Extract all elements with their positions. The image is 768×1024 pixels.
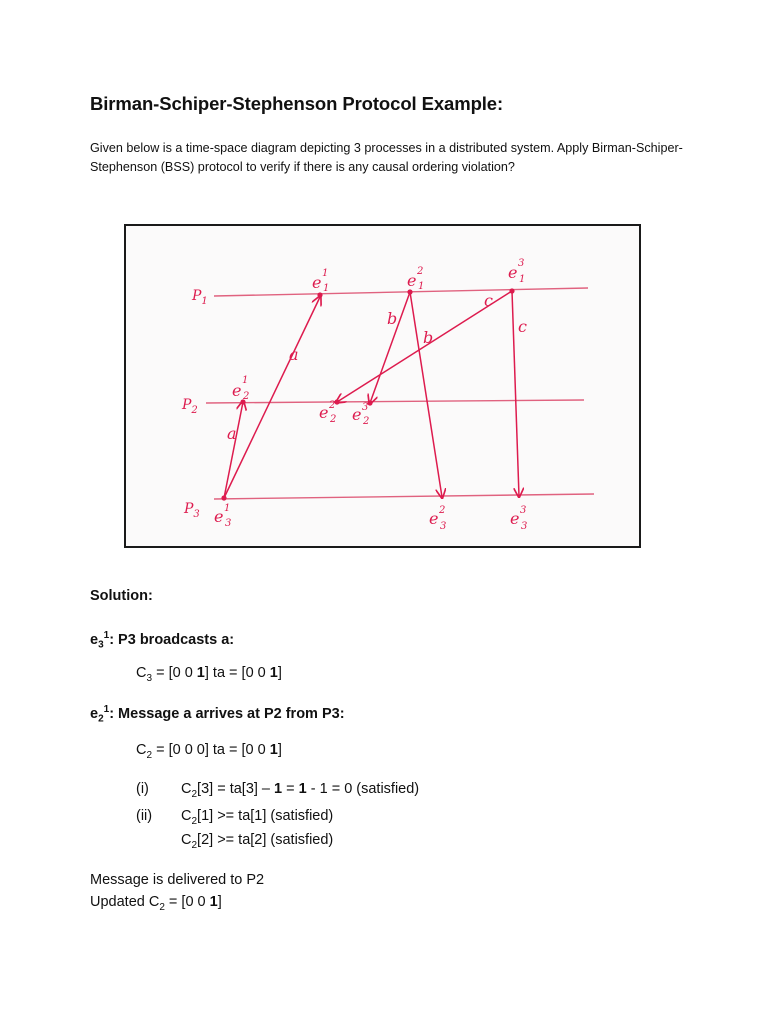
- check-condition-2: $C_2[1] >= ta[1]$ (satisfied): [181, 808, 334, 827]
- event-label-e31: [508, 258, 525, 285]
- svg-text:e: e: [232, 381, 242, 400]
- svg-text:2: 2: [330, 414, 337, 425]
- page-title: Birman-Schiper-Stephenson Protocol Example:: [90, 93, 504, 114]
- delivered-line: Message is delivered to P2: [90, 872, 265, 888]
- process-line-p2: [206, 400, 584, 403]
- message-label-c: c: [484, 291, 493, 310]
- process-label-p2: $P_2$: [182, 397, 198, 416]
- check-number: (i): [136, 781, 149, 797]
- svg-text:3: 3: [520, 505, 527, 516]
- step1-vector-line: $C_3 = [0$ 0 1] ta = [0 0 1]: [136, 665, 282, 684]
- event-label-e11: [312, 268, 329, 294]
- event-dot: [221, 495, 226, 500]
- step2-vector-line: $C_2 = [0$ 0 0] ta = [0 0 1]: [136, 742, 282, 761]
- message-label-c: c: [518, 317, 527, 336]
- svg-text:1: 1: [242, 375, 249, 386]
- process-line-p3: [214, 494, 594, 499]
- svg-text:3: 3: [518, 258, 525, 269]
- event-label-e13: [214, 503, 231, 529]
- event-label-e12: [232, 375, 249, 402]
- svg-text:e: e: [312, 273, 322, 292]
- event-label-e22: [319, 400, 336, 425]
- svg-text:e: e: [214, 507, 224, 526]
- svg-text:1: 1: [224, 503, 231, 514]
- event-label-e21: [407, 266, 424, 292]
- svg-text:3: 3: [440, 521, 447, 532]
- step2-heading: $e_2^1$: Message a arrives at P2 from P3:: [90, 704, 345, 725]
- svg-text:1: 1: [323, 283, 330, 294]
- event-dot: [509, 288, 514, 293]
- event-label-e23: [429, 505, 446, 532]
- svg-text:e: e: [508, 263, 518, 282]
- svg-text:e: e: [352, 405, 362, 424]
- svg-text:2: 2: [243, 391, 250, 402]
- svg-text:3: 3: [225, 518, 232, 529]
- solution-heading: Solution:: [90, 588, 153, 604]
- svg-text:1: 1: [519, 274, 526, 285]
- event-dot: [407, 289, 412, 294]
- step1-heading: $e_3^1$: P3 broadcasts a:: [90, 630, 235, 651]
- svg-text:3: 3: [362, 402, 369, 413]
- svg-text:e: e: [510, 509, 520, 528]
- svg-text:e: e: [429, 509, 439, 528]
- time-space-diagram: [124, 224, 641, 548]
- message-label-a: a: [289, 345, 299, 364]
- check-condition-3: $C_2[2] >= ta[2]$ (satisfied): [181, 832, 334, 851]
- event-label-e33: [510, 505, 527, 532]
- svg-text:1: 1: [418, 281, 425, 292]
- message-label-b: b: [423, 328, 434, 347]
- svg-text:2: 2: [329, 400, 336, 411]
- process-line-p1: [214, 288, 588, 296]
- svg-text:3: 3: [521, 521, 528, 532]
- message-b-to-p3: [410, 292, 442, 497]
- svg-text:1: 1: [322, 268, 329, 279]
- check-number: (ii): [136, 808, 153, 824]
- event-label-e32: [352, 402, 369, 427]
- svg-text:2: 2: [417, 266, 424, 277]
- intro-paragraph: Given below is a time-space diagram depicting 3 processes in a distributed system. Apply Birman-Schiper-Stephenson (BSS) protocol to verify if there is any causal ordering violation?: [90, 141, 683, 174]
- svg-text:e: e: [319, 403, 329, 422]
- svg-text:2: 2: [363, 416, 370, 427]
- check-condition-1: $C_2[3] = ta[3] - 1 = 1 - 1 = 0$ (satisfied): [181, 781, 420, 800]
- message-a-to-p2: [224, 402, 243, 498]
- message-label-a: a: [227, 424, 237, 443]
- event-dot: [317, 292, 322, 297]
- process-label-p3: $P_3$: [184, 501, 200, 520]
- diagram-svg: [126, 226, 639, 546]
- svg-text:e: e: [407, 271, 417, 290]
- svg-text:2: 2: [439, 505, 446, 516]
- message-label-b: b: [387, 309, 398, 328]
- updated-vector-line: Updated $C_2 = [0$ 0 1]: [90, 894, 222, 913]
- process-label-p1: $P_1$: [192, 288, 208, 307]
